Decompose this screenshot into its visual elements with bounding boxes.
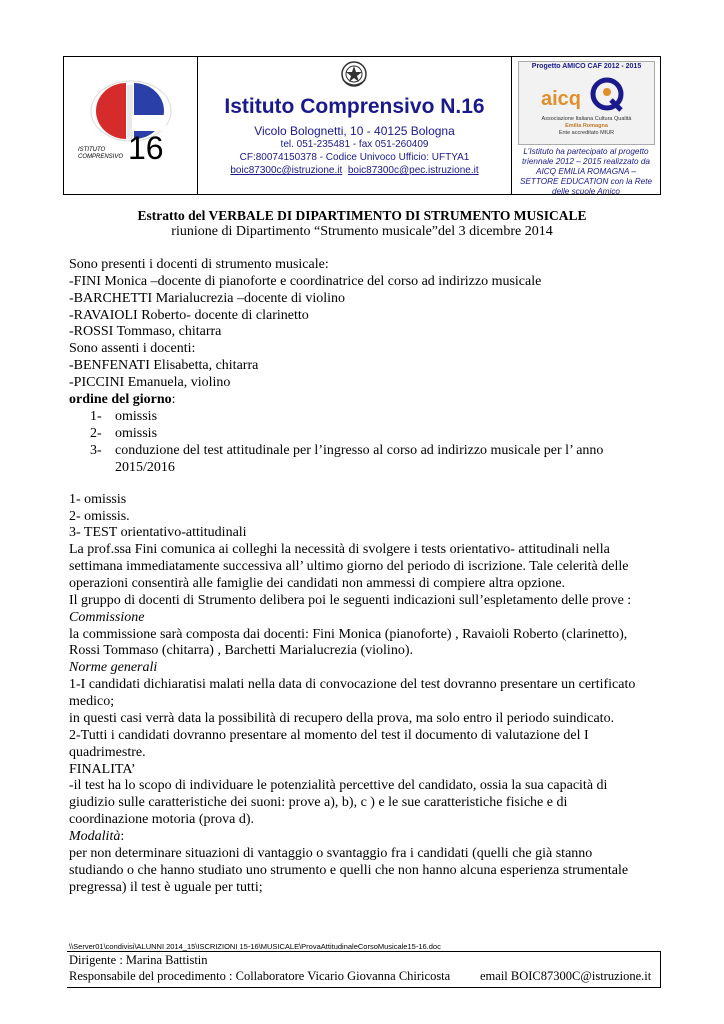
document-title: Estratto del VERBALE DI DIPARTIMENTO DI STRUMENTO MUSICALE xyxy=(137,208,587,223)
aicq-text xyxy=(519,116,654,137)
paragraph-line: -il test ha lo scopo di individuare le potenzialità percettive del candidato, ossia la sua capacità di xyxy=(69,778,608,793)
school-address: Vicolo Bolognetti, 10 - 40125 Bologna xyxy=(254,124,455,138)
aicq-wordmark: aicq xyxy=(541,88,582,110)
school-phone-fax: tel. 051-235481 - fax 051-260409 xyxy=(280,139,429,150)
section-heading-modalita xyxy=(69,828,124,845)
school-info xyxy=(197,57,512,194)
footer xyxy=(67,951,661,988)
document-subtitle: riunione di Dipartimento “Strumento musicale”del 3 dicembre 2014 xyxy=(171,224,553,239)
school-logo xyxy=(76,75,186,175)
school-name: Istituto Comprensivo N.16 xyxy=(224,95,485,118)
paragraph-line: giudizio sulle caratteristiche dei suoni: prove a), b), c ) e le sue caratteristiche fisiche e di xyxy=(69,795,568,810)
logo-number: 16 xyxy=(128,130,164,166)
agenda-label: ordine del giorno xyxy=(69,392,172,407)
section-heading-finalita: FINALITA’ xyxy=(69,762,136,777)
amico-aicq-badge xyxy=(518,61,655,145)
absent-item: -PICCINI Emanuela, violino xyxy=(69,375,231,390)
aicq-line-1: Associazione Italiana Cultura Qualità xyxy=(541,116,632,122)
paragraph-line: 1-I candidati dichiaratisi malati nella data di convocazione del test dovranno presentare un certificato xyxy=(69,677,636,692)
school-emails xyxy=(197,165,512,176)
minutes-item: 3- TEST orientativo-attitudinali xyxy=(69,525,247,540)
school-fiscal-code: CF:80074150378 - Codice Univoco Ufficio: UFTYA1 xyxy=(239,152,470,163)
amico-note: L’Istituto ha partecipato al progetto triennale 2012 – 2015 realizzato da AICQ EMILIA ROMAGNA – SETTORE EDUCATION con la Rete delle scuole Amico xyxy=(519,147,653,196)
absent-intro: Sono assenti i docenti: xyxy=(69,341,196,356)
present-item: -RAVAIOLI Roberto- docente di clarinetto xyxy=(69,308,309,323)
paragraph-line: la commissione sarà composta dai docenti: Fini Monica (pianoforte) , Ravaioli Roberto (clarinetto), xyxy=(69,627,628,642)
paragraph-line: Rossi Tommaso (chitarra) , Barchetti Marialucrezia (violino). xyxy=(69,643,413,658)
agenda-number: 1- xyxy=(90,409,102,424)
paragraph-line: coordinazione motoria (prova d). xyxy=(69,812,255,827)
footer-email: email BOIC87300C@istruzione.it xyxy=(480,969,652,983)
agenda-item: conduzione del test attitudinale per l’ingresso al corso ad indirizzo musicale per l’ anno xyxy=(115,443,604,458)
aicq-line-2: Emilia Romagna xyxy=(565,123,608,129)
italian-emblem-icon xyxy=(340,60,368,90)
minutes-item: 1- omissis xyxy=(69,492,127,507)
amico-title: Progetto AMICO CAF 2012 - 2015 xyxy=(531,63,642,70)
footer-responsabile: Responsabile del procedimento : Collaboratore Vicario Giovanna Chiricosta xyxy=(69,969,451,983)
section-heading-norme: Norme generali xyxy=(69,660,158,675)
paragraph-line: settimana immediatamente successiva all’ ultimo giorno del periodo di iscrizione. Tale celerità delle xyxy=(69,559,629,574)
present-intro: Sono presenti i docenti di strumento musicale: xyxy=(69,257,329,272)
agenda-item: omissis xyxy=(115,426,158,441)
logo-caption xyxy=(78,147,123,161)
email-link[interactable]: boic87300c@istruzione.it xyxy=(230,165,343,176)
paragraph-line: pregressa) il test è uguale per tutti; xyxy=(69,880,263,895)
agenda-number: 3- xyxy=(90,443,102,458)
paragraph-line: Il gruppo di docenti di Strumento delibera poi le seguenti indicazioni sull’espletamento delle prove : xyxy=(69,593,632,608)
agenda-item: omissis xyxy=(115,409,158,424)
section-heading-commissione: Commissione xyxy=(69,610,145,625)
modalita-label: Modalità xyxy=(69,829,121,844)
aicq-q-icon xyxy=(589,76,627,114)
paragraph-line: medico; xyxy=(69,694,115,709)
logo-caption-line-1: ISTITUTO xyxy=(78,147,106,153)
footer-dirigente: Dirigente : Marina Battistin xyxy=(69,953,208,967)
paragraph-line: La prof.ssa Fini comunica ai colleghi la necessità di svolgere i tests orientativo- attitudinali nella xyxy=(69,542,610,557)
paragraph-line: in questi casi verrà data la possibilità di recupero della prova, ma solo entro il periodo suindicato. xyxy=(69,711,615,726)
logo-caption-line-2: COMPRENSIVO xyxy=(78,154,124,160)
paragraph-line: studiando o che hanno studiato uno strumento e quelli che non hanno alcuna esperienza strumentale xyxy=(69,863,629,878)
agenda-number: 2- xyxy=(90,426,102,441)
paragraph-line: 2-Tutti i candidati dovranno presentare al momento del test il documento di valutazione del I xyxy=(69,728,589,743)
agenda-item-continued: 2015/2016 xyxy=(115,460,175,475)
modalita-colon: : xyxy=(120,829,125,844)
absent-item: -BENFENATI Elisabetta, chitarra xyxy=(69,358,259,373)
minutes-item: 2- omissis. xyxy=(69,509,130,524)
aicq-line-3: Ente accreditato MIUR xyxy=(558,130,615,136)
school-logo-cell xyxy=(64,57,198,194)
agenda-heading xyxy=(69,391,176,408)
file-path: \\Server01\condivisi\ALUNNI 2014_15\ISCRIZIONI 15-16\MUSICALE\ProvaAttitudinaleCorsoMusicale15-16.doc xyxy=(69,942,441,951)
paragraph-line: operazioni consentirà alle famiglie dei candidati non ammessi di compiere altra opzione. xyxy=(69,576,566,591)
amico-cell xyxy=(511,57,660,194)
present-item: -ROSSI Tommaso, chitarra xyxy=(69,324,222,339)
agenda-colon: : xyxy=(171,392,176,407)
paragraph-line: per non determinare situazioni di vantaggio o svantaggio fra i candidati (quelli che già stanno xyxy=(69,846,593,861)
pec-email-link[interactable]: boic87300c@pec.istruzione.it xyxy=(347,165,479,176)
letterhead xyxy=(63,56,661,195)
paragraph-line: quadrimestre. xyxy=(69,745,146,760)
present-item: -FINI Monica –docente di pianoforte e coordinatrice del corso ad indirizzo musicale xyxy=(69,274,542,289)
present-item: -BARCHETTI Marialucrezia –docente di violino xyxy=(69,291,346,306)
